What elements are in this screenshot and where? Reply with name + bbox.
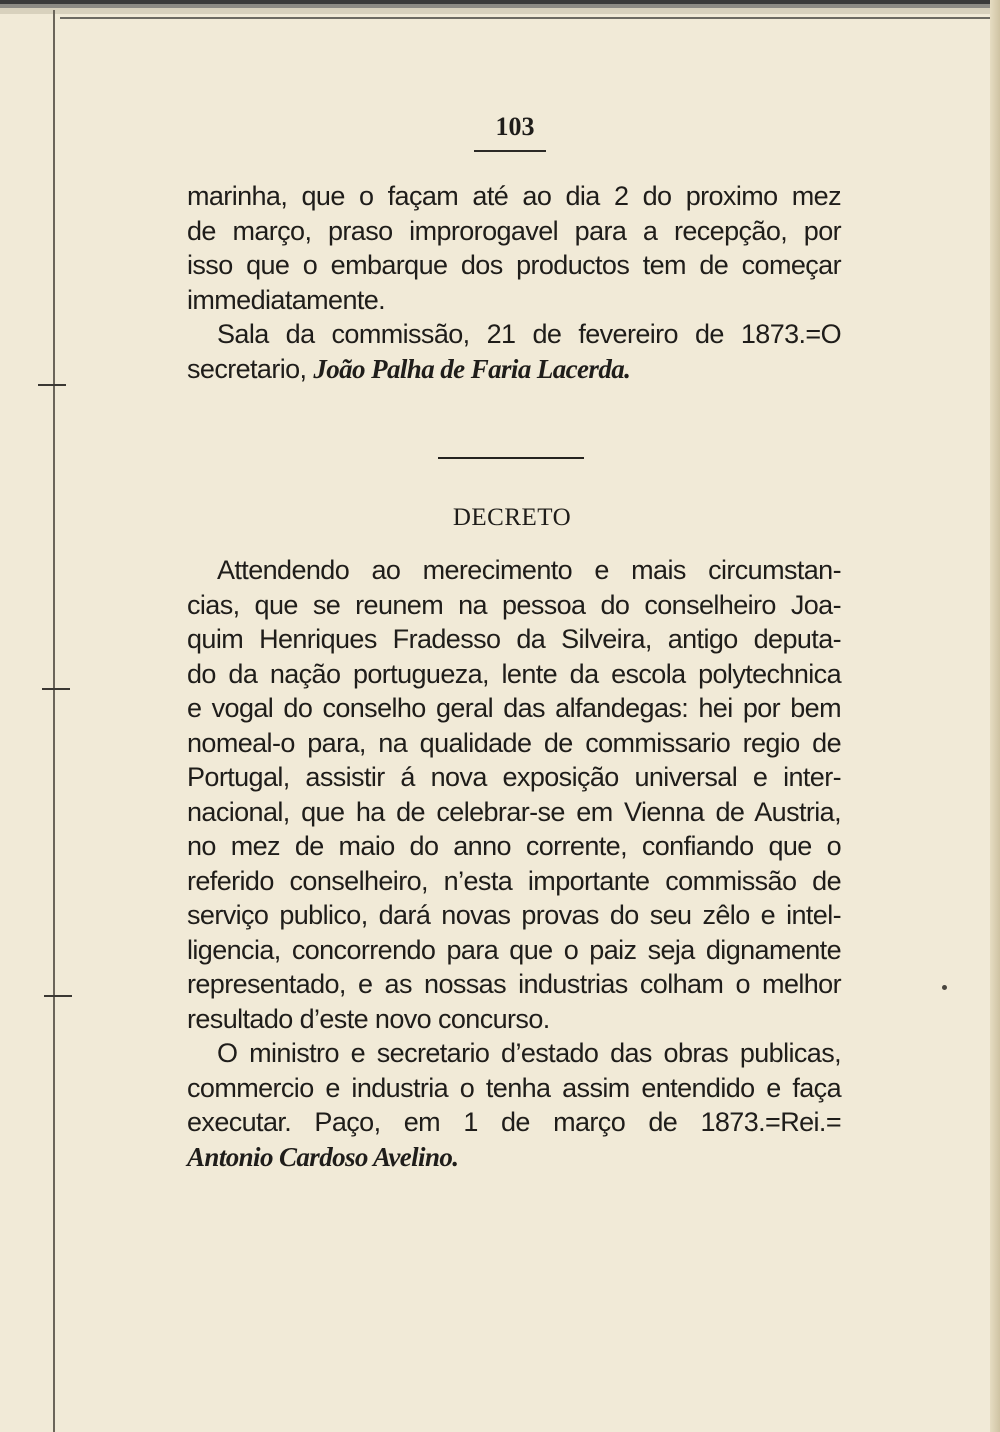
page-right-edge xyxy=(990,0,1000,1432)
signature-prefix: secretario, xyxy=(187,353,314,384)
closing-signature: Antonio Cardoso Avelino. xyxy=(187,1141,459,1172)
text-block-continuation xyxy=(187,179,841,386)
signature-line: Sala da commissão, 21 de fevereiro de 1873.=O xyxy=(217,319,841,349)
decree-text xyxy=(187,553,841,1174)
binding-margin-rule xyxy=(53,10,55,1432)
top-edge-rule xyxy=(60,17,1000,19)
text-line: marinha, que o façam até ao dia 2 do proximo mez xyxy=(187,181,841,211)
text-line: immediatamente. xyxy=(187,284,386,315)
signature-name: João Palha de Faria Lacerda. xyxy=(313,353,631,384)
text-line: referido conselheiro, n’esta importante commissão de xyxy=(187,865,841,896)
margin-tick xyxy=(44,995,72,997)
margin-tick xyxy=(38,384,66,386)
text-line: cias, que se reunem na pessoa do conselheiro Joa- xyxy=(187,589,841,620)
text-line: nomeal-o para, na qualidade de commissario regio de xyxy=(187,727,841,758)
margin-dot xyxy=(942,985,947,990)
text-line: no mez de maio do anno corrente, confiando que o xyxy=(187,831,841,861)
text-line: executar. Paço, em 1 de março de 1873.=Rei.= xyxy=(187,1107,841,1137)
text-line: O ministro e secretario d’estado das obras publicas, xyxy=(217,1038,841,1068)
text-line: resultado d’este novo concurso. xyxy=(187,1003,550,1034)
section-separator xyxy=(438,457,584,459)
text-line: representado, e as nossas industrias colham o melhor xyxy=(187,969,841,999)
text-line: Portugal, assistir á nova exposição universal e inter- xyxy=(187,762,841,792)
page-top-edge xyxy=(0,0,1000,14)
text-line: nacional, que ha de celebrar-se em Vienna de Austria, xyxy=(187,796,841,827)
section-heading: DECRETO xyxy=(452,504,572,531)
text-line: Attendendo ao merecimento e mais circumstan- xyxy=(217,555,841,585)
text-line: e vogal do conselho geral das alfandegas: hei por bem xyxy=(187,693,841,723)
text-line: do da nação portugueza, lente da escola polytechnica xyxy=(187,658,841,689)
text-line: de março, praso improrogavel para a recepção, por xyxy=(187,215,841,246)
margin-tick xyxy=(42,688,70,690)
text-line: ligencia, concorrendo para que o paiz seja dignamente xyxy=(187,934,841,965)
text-line: isso que o embarque dos productos tem de começar xyxy=(187,250,841,280)
text-line: quim Henriques Fradesso da Silveira, antigo deputa- xyxy=(187,624,841,654)
page-number: 103 xyxy=(495,112,535,141)
text-line: commercio e industria o tenha assim entendido e faça xyxy=(187,1072,841,1103)
text-line: serviço publico, dará novas provas do seu zêlo e intel- xyxy=(187,900,841,930)
signature-line xyxy=(187,352,841,387)
page-number-underline xyxy=(474,150,546,152)
